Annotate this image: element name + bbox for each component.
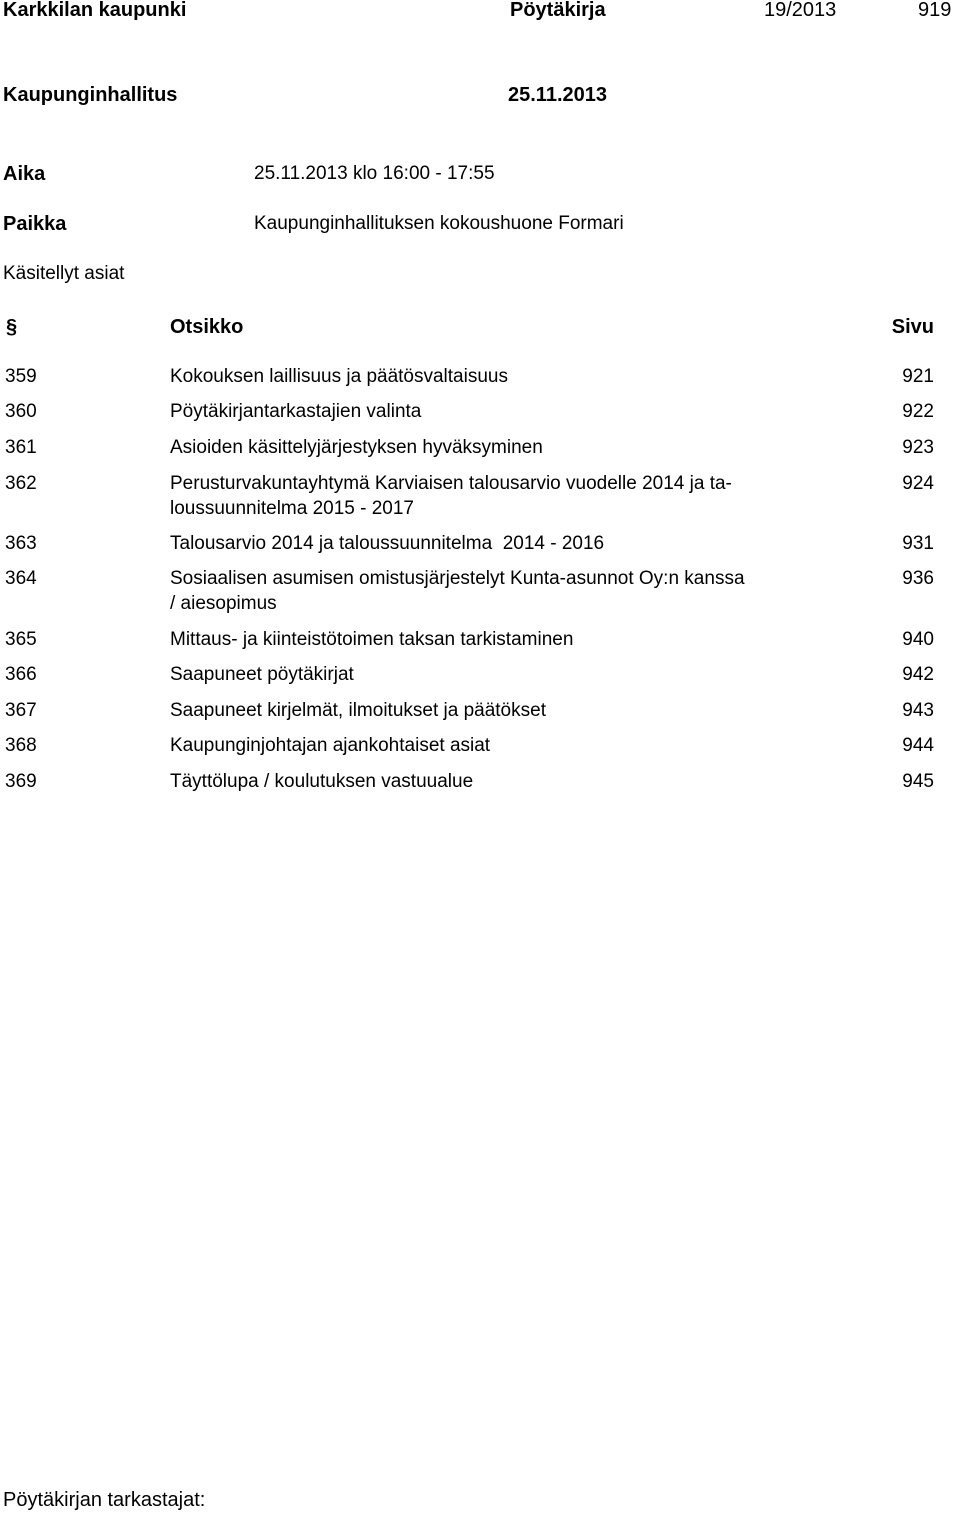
item-page: 922 bbox=[902, 401, 934, 422]
item-number: 360 bbox=[5, 401, 37, 422]
place-value: Kaupunginhallituksen kokoushuone Formari bbox=[254, 213, 624, 234]
section-symbol: § bbox=[6, 316, 18, 338]
item-page: 943 bbox=[902, 700, 934, 721]
column-page-header: Sivu bbox=[891, 316, 934, 338]
item-title: Perusturvakuntayhtymä Karviaisen talousarvio vuodelle 2014 ja ta- bbox=[170, 473, 732, 494]
time-label: Aika bbox=[3, 163, 46, 185]
meeting-date: 25.11.2013 bbox=[508, 84, 607, 106]
item-page: 921 bbox=[902, 366, 934, 387]
doc-number: 19/2013 bbox=[764, 0, 837, 21]
item-number: 369 bbox=[5, 771, 37, 792]
item-page: 945 bbox=[902, 771, 934, 792]
meeting-body: Kaupunginhallitus bbox=[3, 84, 178, 106]
org-name: Karkkilan kaupunki bbox=[3, 0, 187, 21]
agenda-heading: Käsitellyt asiat bbox=[3, 263, 125, 284]
item-title: Asioiden käsittelyjärjestyksen hyväksyminen bbox=[170, 437, 543, 458]
item-title: Saapuneet kirjelmät, ilmoitukset ja päätökset bbox=[170, 700, 546, 721]
item-title: Täyttölupa / koulutuksen vastuualue bbox=[170, 771, 474, 792]
reviewers-label: Pöytäkirjan tarkastajat: bbox=[3, 1489, 206, 1511]
item-page: 936 bbox=[902, 568, 934, 589]
item-title: Sosiaalisen asumisen omistusjärjestelyt Kunta-asunnot Oy:n kanssa bbox=[170, 568, 745, 589]
item-number: 367 bbox=[5, 700, 37, 721]
item-page: 931 bbox=[902, 533, 934, 554]
item-title: Saapuneet pöytäkirjat bbox=[170, 664, 354, 685]
item-page: 944 bbox=[902, 735, 934, 756]
item-title-continued: / aiesopimus bbox=[170, 593, 277, 614]
item-number: 368 bbox=[5, 735, 37, 756]
item-page: 942 bbox=[902, 664, 934, 685]
item-title: Pöytäkirjantarkastajien valinta bbox=[170, 401, 422, 422]
item-title: Talousarvio 2014 ja taloussuunnitelma 2014 - 2016 bbox=[170, 533, 605, 554]
item-number: 364 bbox=[5, 568, 37, 589]
page-number: 919 bbox=[918, 0, 952, 21]
column-title-header: Otsikko bbox=[170, 316, 244, 338]
item-number: 363 bbox=[5, 533, 37, 554]
item-number: 361 bbox=[5, 437, 37, 458]
item-number: 362 bbox=[5, 473, 37, 494]
item-title-continued: loussuunnitelma 2015 - 2017 bbox=[170, 498, 415, 519]
item-number: 366 bbox=[5, 664, 37, 685]
item-page: 940 bbox=[902, 629, 934, 650]
item-page: 924 bbox=[902, 473, 934, 494]
item-title: Mittaus- ja kiinteistötoimen taksan tarkistaminen bbox=[170, 629, 574, 650]
item-page: 923 bbox=[902, 437, 934, 458]
doc-type: Pöytäkirja bbox=[510, 0, 606, 21]
item-title: Kaupunginjohtajan ajankohtaiset asiat bbox=[170, 735, 491, 756]
item-title: Kokouksen laillisuus ja päätösvaltaisuus bbox=[170, 366, 508, 387]
time-value: 25.11.2013 klo 16:00 - 17:55 bbox=[254, 163, 495, 184]
item-number: 359 bbox=[5, 366, 37, 387]
item-number: 365 bbox=[5, 629, 37, 650]
place-label: Paikka bbox=[3, 213, 67, 235]
